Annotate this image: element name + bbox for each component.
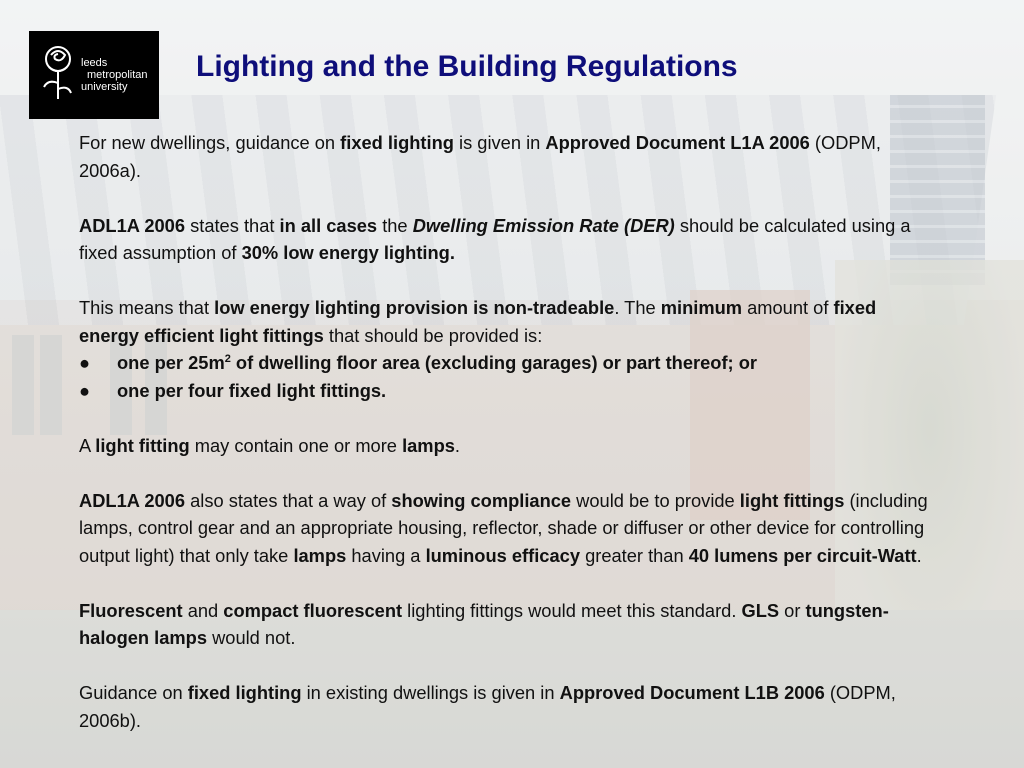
paragraph-minimum-provision: This means that low energy lighting provision is non-tradeable. The minimum amount of fixed energy efficient light fittings that should be provided is:	[79, 297, 877, 346]
paragraph-fluorescent: Fluorescent and compact fluorescent lighting fittings would meet this standard. GLS or tungsten-halogen lamps would not.	[79, 599, 889, 648]
logo-line-3: university	[81, 81, 128, 93]
paragraph-compliance: ADL1A 2006 also states that a way of showing compliance would be to provide light fittings (including lamps, control gear and an appropriate housing, reflector, shade or diffuser or other device for controlling output light) that only take lamps having a luminous efficacy greater than 40 lumens per circuit-Watt.	[79, 489, 928, 566]
paragraph-der: ADL1A 2006 states that in all cases the Dwelling Emission Rate (DER) should be calculated using a fixed assumption of 30% low energy lighting.	[79, 214, 911, 263]
paragraph-light-fitting: A light fitting may contain one or more lamps.	[79, 434, 460, 456]
slide-title: Lighting and the Building Regulations	[196, 50, 738, 83]
logo-line-2: metropolitan	[87, 69, 148, 81]
logo-text	[81, 57, 148, 93]
bullet-marker: ●	[79, 352, 91, 373]
paragraph-new-dwellings: For new dwellings, guidance on fixed lighting is given in Approved Document L1A 2006 (ODPM, 2006a).	[79, 132, 881, 181]
bullet-item: ● one per $25m^2$ of dwelling floor area (excluding garages) or part thereof; or	[79, 349, 939, 377]
slide-body	[79, 129, 939, 734]
logo-line-1: leeds	[81, 57, 108, 69]
bullet-item: ● one per four fixed light fittings.	[79, 377, 939, 405]
bullet-marker: ●	[79, 379, 91, 401]
paragraph-existing-dwellings: Guidance on fixed lighting in existing dwellings is given in Approved Document L1B 2006 (ODPM, 2006b).	[79, 682, 896, 731]
rose-icon	[37, 41, 79, 105]
university-logo	[29, 31, 159, 119]
